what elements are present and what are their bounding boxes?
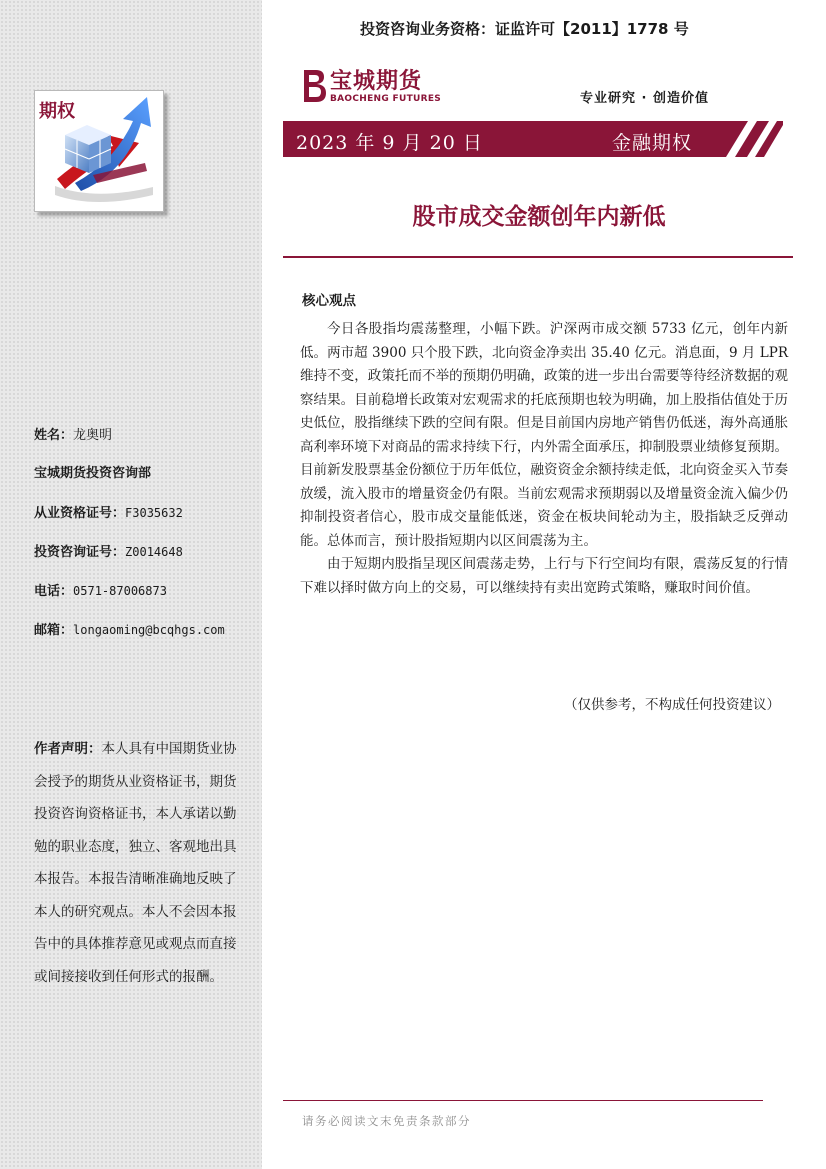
slogan: 专业研究 · 创造价值: [580, 91, 709, 106]
phone: [34, 583, 167, 600]
email-value[interactable]: longaoming@bcqhgs.com: [73, 623, 225, 637]
footer-divider: [283, 1100, 763, 1101]
statement-label: 作者声明：: [34, 741, 102, 757]
brand-logo: [298, 66, 448, 110]
section-title: 核心观点: [302, 293, 356, 309]
investment-disclaimer: （仅供参考，不构成任何投资建议）: [564, 697, 780, 713]
consult-number: [34, 544, 183, 561]
title-divider: [283, 256, 793, 258]
email: [34, 622, 225, 639]
consult-value: Z0014648: [125, 545, 183, 559]
author-statement: [34, 733, 240, 993]
sidebar: [0, 0, 262, 1169]
paragraph-2: 由于短期内股指呈现区间震荡走势，上行与下行空间均有限，震荡反复的行情下难以择时做方向上的交易，可以继续持有卖出宽跨式策略，赚取时间价值。: [300, 556, 788, 596]
cover-image: [34, 90, 164, 212]
qualification-label: 从业资格证号：: [34, 506, 126, 521]
report-title: 股市成交金额创年内新低: [412, 204, 666, 230]
brand-name-en: BAOCHENG FUTURES: [330, 94, 442, 104]
brand-name-cn: 宝城期货: [330, 69, 423, 94]
email-label: 邮箱：: [34, 623, 74, 638]
consult-label: 投资咨询证号：: [34, 545, 126, 560]
footer-note: 请务必阅读文末免责条款部分: [302, 1114, 471, 1128]
phone-label: 电话：: [34, 584, 74, 599]
qualification-value: F3035632: [125, 506, 183, 520]
paragraph-1: 今日各股指均震荡整理，小幅下跌。沪深两市成交额 5733 亿元，创年内新低。两市超 3900 只个股下跌，北向资金净卖出 35.40 亿元。消息面，9 月 LPR 维持不变，政策托而不举的预期仍明确，政策的进一步出台需要等待经济数据的观察结果。目前稳增长政策对宏观需求的托底预期也较为明确，加上股指估值处于历史低位，股指继续下跌的空间有限。但是目前国内房地产销售仍低迷，海外高通胀高利率环境下对商品的需求持续下行，内外需全面承压，抑制股票业绩修复预期。目前新发股票基金份额位于历年低位，融资资金余额持续走低，北向资金买入节奏放缓，流入股市的增量资金仍有限。当前宏观需求预期弱以及增量资金流入偏少仍抑制投资者信心，股市成交量能低迷，资金在板块间轮动为主，股指缺乏反弹动能。总体而言，预计股指短期内以区间震荡为主。: [300, 321, 788, 549]
qualification-number: [34, 505, 183, 522]
phone-value: 0571-87006873: [73, 584, 167, 598]
statement-text: 本人具有中国期货业协会授予的期货从业资格证书，期货投资咨询资格证书，本人承诺以勤勉的职业态度，独立、客观地出具本报告。本报告清晰准确地反映了本人的研究观点。本人不会因本报告中的具体推荐意见或观点而直接或间接接收到任何形式的报酬。: [34, 741, 237, 985]
author-name-value: 龙奥明: [73, 428, 113, 443]
license-text: 投资咨询业务资格：证监许可【2011】1778 号: [360, 20, 689, 38]
author-name: [34, 428, 112, 444]
report-category: 金融期权: [612, 132, 693, 154]
cover-label: 期权: [39, 101, 75, 122]
author-name-label: 姓名：: [34, 428, 74, 443]
report-date: 2023 年 9 月 20 日: [296, 132, 483, 154]
baocheng-logo-icon: [298, 66, 328, 106]
core-view-body: [300, 318, 788, 600]
department: 宝城期货投资咨询部: [34, 466, 152, 481]
